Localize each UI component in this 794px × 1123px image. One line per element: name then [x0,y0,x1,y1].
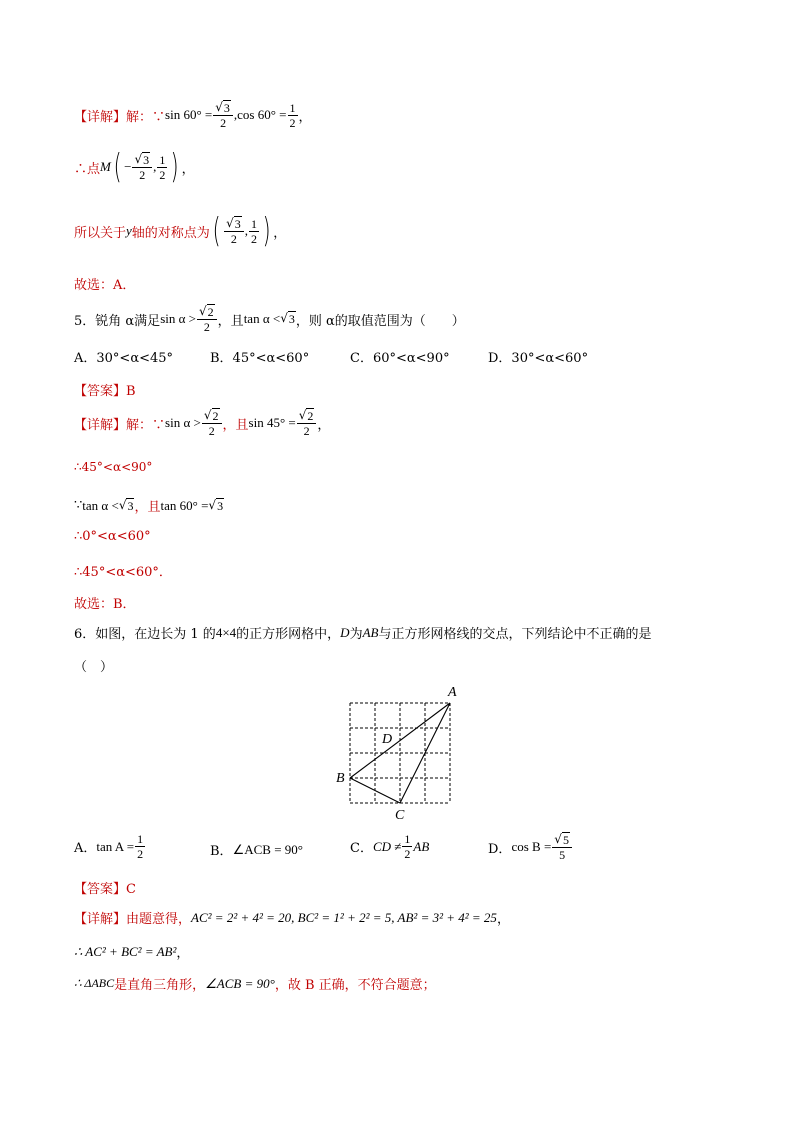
fraction: $\frac{1}{2}$ [289,100,296,130]
text: ，且 [217,313,244,329]
q6-option-c [350,832,429,861]
CD-neq: CD ≠ [372,838,402,854]
fraction: $\frac{1}{2}$ [404,832,411,861]
tan-alpha: tan α < [243,311,281,326]
q5-stem-start: 5．锐角 α满足 [74,313,161,329]
fraction: √ 2 2 [297,408,317,438]
label-C: C [395,808,405,823]
left-paren: ( [113,147,122,187]
question-6 [74,623,651,642]
side-lengths: AC² = 2² + 4² = 20, BC² = 1² + 2² = 5, AB² = 3² + 4² = 25 [191,909,497,925]
detail5-line-4: ∴0°<α<60° [74,529,151,544]
text: 由题意得， [126,912,192,927]
comma: , [153,159,157,174]
q6-option-b [210,840,303,859]
sin-alpha: sin α > [160,311,197,326]
angle-ACB: ∠ACB = 90° [205,975,275,991]
sin60-expr: sin 60° = [165,107,213,122]
text: 的正方形网格中， [236,627,341,642]
left-paren: ( [212,211,221,251]
label-A: A [448,685,457,700]
detail-line-2 [74,147,195,187]
punct: ， [181,161,195,177]
text: 解：∵ [126,417,166,433]
right-paren: ) [262,211,271,251]
right-paren: ) [171,147,179,187]
answer-bracket: 【答案】 [74,384,127,399]
answer-value: C [126,882,136,897]
tanA: tan A = [96,838,135,854]
detail6-line-2 [74,942,189,961]
sqrt: √ 3 [280,311,295,326]
triangle-ABC: ∴ ΔABC [74,976,115,990]
sin45: sin 45° = [248,415,296,430]
text: 与正方形网格线的交点，下列结论中不正确的是 [378,627,652,642]
grid-figure [330,680,470,825]
punct: ， [317,417,331,433]
therefore-point: ∴点 [74,161,101,177]
fraction: √ 2 2 [202,408,222,438]
label-B: B [336,771,345,786]
tan-alpha: tan α < [82,497,119,513]
fraction: $\frac{1}{2}$ [159,152,166,182]
q6-option-d [488,832,573,862]
label-D: D [382,732,393,747]
point-M: M [100,159,111,174]
text: ∵ [74,498,83,513]
grid-size: 4×4 [215,624,237,640]
detail-bracket: 【详解】 [74,417,127,433]
punct: ， [496,912,510,927]
q5-stem-end: ，则 α的取值范围为（ ） [295,313,465,329]
fraction: $\frac{1}{2}$ [137,832,144,861]
answer-bracket: 【答案】 [74,882,127,897]
text: 6．如图，在边长为 1 的 [74,627,216,642]
text: 所以关于 [74,225,127,241]
option-letter: D． [488,841,512,857]
fraction: √ 3 2 [224,216,244,246]
detail-bracket: 【详解】 [74,109,127,125]
answer-6 [74,878,136,897]
tan60: tan 60° = [160,497,209,513]
punct: ， [273,225,287,241]
fraction: $\frac{1}{2}$ [250,216,257,246]
option-letter: A． [74,841,97,856]
detail6-line-1 [74,908,510,927]
text: 为 [349,627,363,642]
point-D: D [340,624,350,640]
detail5-line-2: ∴45°<α<90° [74,460,153,474]
q5-option-d: D．30°<α<60° [488,351,589,366]
fraction: √ 3 2 [213,100,233,130]
sin-alpha: sin α > [165,415,201,430]
fraction: √ 5 5 [552,832,572,862]
comma: , [244,223,248,238]
choose-a: 故选：A． [74,278,136,293]
AB: AB [413,838,430,854]
punct: ， [176,946,190,961]
sqrt: √ 3 [118,497,134,513]
detail5-line-5: ∴45°<α<60°． [74,565,172,580]
solution-prefix: 解：∵ [126,109,166,125]
text: 轴的对称点为 [131,225,210,241]
question-5 [74,304,465,334]
answer-5 [74,380,136,399]
q6-paren: （ ） [74,660,114,675]
segment-AB: AB [362,624,379,640]
q6-option-a [74,832,146,861]
y-axis-var: y [126,223,132,238]
detail6-line-3 [74,974,436,993]
fraction: √ 3 2 [132,152,152,182]
pythagoras: ∴ AC² + BC² = AB² [74,943,177,959]
q5-option-a: A．30°<α<45° [74,351,174,366]
text: 是直角三角形， [114,978,206,993]
grid-lines [350,703,450,803]
q5-option-c: C．60°<α<90° [350,351,450,366]
detail5-line-6: 故选：B． [74,597,136,612]
q5-option-b: B．45°<α<60° [210,351,310,366]
minus: − [124,159,132,174]
punct: ， [298,109,312,125]
detail-line-3 [74,211,287,251]
option-letter: B． [210,844,233,859]
cosB: cos B = [511,839,552,854]
detail-line-1 [74,100,312,130]
option-letter: C． [350,841,373,856]
detail5-line-3 [74,496,224,515]
text: ，且 [134,500,161,515]
text: ，故 B 正确，不符合题意； [274,978,436,993]
answer-value: B [126,384,136,399]
fraction: √ 2 2 [197,304,217,334]
detail-bracket: 【详解】 [74,912,127,927]
angle-ACB: ∠ACB = 90° [232,841,303,857]
cos60-expr: ,cos 60° = [233,107,287,122]
detail5-line-1 [74,408,330,438]
text: ，且 [222,417,249,433]
sqrt: √ 3 [208,497,224,513]
